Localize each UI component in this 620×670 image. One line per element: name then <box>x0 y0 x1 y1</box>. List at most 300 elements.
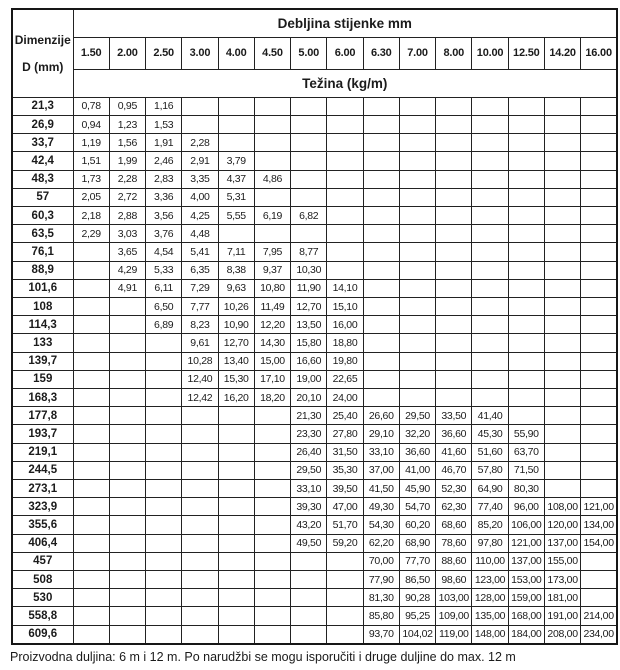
weight-cell <box>73 516 109 534</box>
dimension-cell: 406,4 <box>12 534 73 552</box>
weight-cell <box>544 279 580 297</box>
diameter-header-label: D (mm) <box>22 59 64 74</box>
weight-cell <box>218 97 254 115</box>
weight-cell: 31,50 <box>327 443 363 461</box>
weight-cell <box>291 625 327 644</box>
weight-cell <box>581 589 617 607</box>
weight-cell: 45,30 <box>472 425 508 443</box>
table-row <box>12 388 617 406</box>
table-row <box>12 261 617 279</box>
weight-cell: 90,28 <box>399 589 435 607</box>
weight-cell <box>436 152 472 170</box>
weight-cell <box>399 352 435 370</box>
weight-cell <box>254 115 290 133</box>
weight-cell <box>109 407 145 425</box>
weight-cell <box>327 152 363 170</box>
table-row <box>12 425 617 443</box>
dimension-cell: 76,1 <box>12 243 73 261</box>
weight-cell <box>581 97 617 115</box>
weight-cell: 17,10 <box>254 370 290 388</box>
weight-cell: 41,50 <box>363 479 399 497</box>
weight-cell <box>254 225 290 243</box>
weight-cell <box>146 370 182 388</box>
weight-cell: 1,53 <box>146 115 182 133</box>
weight-cell <box>182 443 218 461</box>
weight-cell <box>363 279 399 297</box>
weight-table-body <box>12 97 617 644</box>
weight-cell: 93,70 <box>363 625 399 644</box>
weight-cell: 3,03 <box>109 225 145 243</box>
dimension-cell: 33,7 <box>12 134 73 152</box>
weight-cell: 12,40 <box>182 370 218 388</box>
weight-cell <box>544 388 580 406</box>
weight-cell: 37,00 <box>363 461 399 479</box>
weight-cell: 6,19 <box>254 206 290 224</box>
weight-cell <box>508 261 544 279</box>
weight-cell <box>291 552 327 570</box>
weight-cell <box>544 316 580 334</box>
weight-cell <box>146 516 182 534</box>
weight-cell <box>146 334 182 352</box>
weight-cell <box>363 334 399 352</box>
weight-cell <box>436 316 472 334</box>
weight-cell <box>109 516 145 534</box>
weight-cell <box>254 461 290 479</box>
weight-cell <box>291 152 327 170</box>
weight-cell <box>544 407 580 425</box>
weight-cell <box>508 170 544 188</box>
weight-cell <box>544 443 580 461</box>
thickness-column-header: 3.00 <box>182 37 218 69</box>
weight-cell <box>73 625 109 644</box>
weight-cell <box>327 607 363 625</box>
weight-cell: 68,90 <box>399 534 435 552</box>
weight-cell <box>146 388 182 406</box>
weight-cell: 26,60 <box>363 407 399 425</box>
weight-cell: 154,00 <box>581 534 617 552</box>
weight-cell <box>327 97 363 115</box>
weight-cell <box>472 225 508 243</box>
weight-cell: 2,28 <box>109 170 145 188</box>
table-row <box>12 534 617 552</box>
weight-cell <box>581 261 617 279</box>
weight-cell <box>581 316 617 334</box>
weight-cell <box>73 388 109 406</box>
dimension-cell: 101,6 <box>12 279 73 297</box>
weight-cell: 18,20 <box>254 388 290 406</box>
dimension-cell: 219,1 <box>12 443 73 461</box>
dimension-cell: 139,7 <box>12 352 73 370</box>
weight-cell <box>581 552 617 570</box>
weight-cell <box>109 370 145 388</box>
weight-cell <box>363 388 399 406</box>
weight-cell <box>254 589 290 607</box>
weight-cell <box>544 352 580 370</box>
weight-cell <box>109 534 145 552</box>
weight-cell: 11,49 <box>254 297 290 315</box>
pipe-weight-table <box>11 8 618 645</box>
weight-cell: 2,83 <box>146 170 182 188</box>
weight-cell: 16,20 <box>218 388 254 406</box>
weight-cell <box>472 134 508 152</box>
weight-cell: 12,70 <box>291 297 327 315</box>
table-row <box>12 170 617 188</box>
weight-cell: 64,90 <box>472 479 508 497</box>
weight-cell: 18,80 <box>327 334 363 352</box>
weight-cell <box>109 479 145 497</box>
weight-cell <box>291 115 327 133</box>
production-length-note: Proizvodna duljina: 6 m i 12 m. Po narudžbi se mogu isporučiti i druge duljine do max. 12 m <box>10 650 516 664</box>
weight-cell <box>544 297 580 315</box>
weight-cell <box>327 625 363 644</box>
weight-cell <box>146 407 182 425</box>
weight-cell <box>109 316 145 334</box>
weight-cell: 121,00 <box>508 534 544 552</box>
weight-cell: 15,00 <box>254 352 290 370</box>
weight-cell <box>436 170 472 188</box>
weight-cell: 8,38 <box>218 261 254 279</box>
weight-cell: 3,76 <box>146 225 182 243</box>
weight-cell: 25,40 <box>327 407 363 425</box>
weight-cell <box>254 552 290 570</box>
thickness-column-header: 6.00 <box>327 37 363 69</box>
weight-cell <box>182 97 218 115</box>
dimension-cell: 609,6 <box>12 625 73 644</box>
weight-cell <box>581 461 617 479</box>
weight-cell <box>436 115 472 133</box>
weight-cell: 173,00 <box>544 570 580 588</box>
weight-cell <box>508 134 544 152</box>
weight-cell <box>218 516 254 534</box>
weight-cell: 2,28 <box>182 134 218 152</box>
weight-cell: 23,30 <box>291 425 327 443</box>
weight-cell: 121,00 <box>581 498 617 516</box>
weight-cell <box>436 97 472 115</box>
weight-cell: 49,30 <box>363 498 399 516</box>
weight-cell: 43,20 <box>291 516 327 534</box>
weight-cell: 1,56 <box>109 134 145 152</box>
dimension-cell: 273,1 <box>12 479 73 497</box>
weight-cell <box>73 607 109 625</box>
weight-cell: 8,77 <box>291 243 327 261</box>
weight-cell <box>436 206 472 224</box>
weight-cell <box>581 115 617 133</box>
weight-cell <box>399 297 435 315</box>
weight-cell <box>544 243 580 261</box>
weight-cell <box>472 334 508 352</box>
weight-cell <box>399 97 435 115</box>
weight-cell: 35,30 <box>327 461 363 479</box>
weight-cell: 97,80 <box>472 534 508 552</box>
weight-cell <box>544 479 580 497</box>
weight-cell: 15,80 <box>291 334 327 352</box>
weight-cell <box>109 589 145 607</box>
weight-cell <box>73 498 109 516</box>
weight-cell: 33,50 <box>436 407 472 425</box>
weight-cell <box>508 370 544 388</box>
weight-cell <box>109 388 145 406</box>
weight-cell: 134,00 <box>581 516 617 534</box>
weight-cell: 3,79 <box>218 152 254 170</box>
dimension-cell: 63,5 <box>12 225 73 243</box>
table-row <box>12 352 617 370</box>
table-row <box>12 152 617 170</box>
weight-cell: 191,00 <box>544 607 580 625</box>
weight-cell <box>182 479 218 497</box>
thickness-column-header: 2.50 <box>146 37 182 69</box>
weight-cell: 5,55 <box>218 206 254 224</box>
weight-cell: 109,00 <box>436 607 472 625</box>
weight-cell <box>218 225 254 243</box>
weight-cell: 45,90 <box>399 479 435 497</box>
weight-cell: 4,25 <box>182 206 218 224</box>
weight-cell: 6,50 <box>146 297 182 315</box>
weight-cell: 27,80 <box>327 425 363 443</box>
thickness-column-header: 4.50 <box>254 37 290 69</box>
weight-cell <box>508 97 544 115</box>
dimension-cell: 457 <box>12 552 73 570</box>
weight-cell: 1,51 <box>73 152 109 170</box>
weight-cell <box>254 134 290 152</box>
table-row <box>12 297 617 315</box>
weight-cell: 49,50 <box>291 534 327 552</box>
weight-cell: 29,50 <box>399 407 435 425</box>
dimension-cell: 42,4 <box>12 152 73 170</box>
weight-cell <box>109 552 145 570</box>
thickness-column-header: 1.50 <box>73 37 109 69</box>
weight-cell: 8,23 <box>182 316 218 334</box>
weight-cell: 26,40 <box>291 443 327 461</box>
weight-cell <box>218 570 254 588</box>
weight-cell: 85,20 <box>472 516 508 534</box>
weight-cell <box>544 115 580 133</box>
weight-cell <box>73 261 109 279</box>
dimensions-header-label: Dimenzije <box>14 32 71 47</box>
weight-cell: 2,88 <box>109 206 145 224</box>
weight-cell <box>472 206 508 224</box>
weight-cell <box>254 443 290 461</box>
weight-cell <box>436 188 472 206</box>
weight-cell <box>399 243 435 261</box>
weight-cell: 4,37 <box>218 170 254 188</box>
weight-cell: 123,00 <box>472 570 508 588</box>
weight-cell <box>109 443 145 461</box>
weight-cell <box>73 534 109 552</box>
weight-cell: 52,30 <box>436 479 472 497</box>
weight-cell <box>146 443 182 461</box>
weight-cell <box>73 352 109 370</box>
weight-cell <box>218 407 254 425</box>
weight-cell: 3,65 <box>109 243 145 261</box>
weight-cell <box>182 516 218 534</box>
weight-cell: 11,90 <box>291 279 327 297</box>
weight-cell <box>109 607 145 625</box>
weight-cell <box>472 261 508 279</box>
weight-cell <box>218 443 254 461</box>
weight-cell <box>544 370 580 388</box>
weight-cell <box>327 570 363 588</box>
weight-cell <box>508 188 544 206</box>
weight-cell <box>73 297 109 315</box>
weight-cell <box>581 188 617 206</box>
weight-cell: 46,70 <box>436 461 472 479</box>
weight-cell <box>291 589 327 607</box>
weight-cell: 106,00 <box>508 516 544 534</box>
weight-cell: 77,40 <box>472 498 508 516</box>
weight-cell <box>544 425 580 443</box>
wall-thickness-group-header: Debljina stijenke mm <box>73 9 617 37</box>
weight-cell <box>327 261 363 279</box>
weight-cell <box>472 170 508 188</box>
dimension-cell: 133 <box>12 334 73 352</box>
weight-cell: 98,60 <box>436 570 472 588</box>
weight-cell: 137,00 <box>508 552 544 570</box>
weight-cell <box>363 370 399 388</box>
weight-cell: 4,48 <box>182 225 218 243</box>
weight-cell <box>581 279 617 297</box>
dimension-cell: 530 <box>12 589 73 607</box>
weight-cell <box>146 552 182 570</box>
table-row <box>12 134 617 152</box>
weight-cell: 2,91 <box>182 152 218 170</box>
thickness-column-header: 12.50 <box>508 37 544 69</box>
weight-cell <box>109 352 145 370</box>
table-row <box>12 516 617 534</box>
weight-cell: 59,20 <box>327 534 363 552</box>
weight-cell: 54,30 <box>363 516 399 534</box>
weight-cell: 16,60 <box>291 352 327 370</box>
table-row <box>12 370 617 388</box>
table-row <box>12 625 617 644</box>
dimension-cell: 323,9 <box>12 498 73 516</box>
thickness-column-header: 4.00 <box>218 37 254 69</box>
weight-cell: 13,40 <box>218 352 254 370</box>
weight-cell <box>436 243 472 261</box>
dimension-cell: 244,5 <box>12 461 73 479</box>
weight-cell: 4,54 <box>146 243 182 261</box>
weight-cell <box>581 443 617 461</box>
weight-cell <box>254 607 290 625</box>
weight-cell <box>508 225 544 243</box>
weight-cell <box>544 225 580 243</box>
weight-cell <box>581 352 617 370</box>
weight-cell <box>182 534 218 552</box>
weight-cell <box>109 461 145 479</box>
weight-cell <box>291 188 327 206</box>
weight-cell: 108,00 <box>544 498 580 516</box>
weight-cell: 70,00 <box>363 552 399 570</box>
weight-cell: 12,70 <box>218 334 254 352</box>
weight-cell <box>508 152 544 170</box>
weight-cell: 77,70 <box>399 552 435 570</box>
weight-cell <box>399 261 435 279</box>
weight-cell: 15,10 <box>327 297 363 315</box>
weight-cell <box>182 552 218 570</box>
weight-cell <box>146 425 182 443</box>
weight-cell: 10,28 <box>182 352 218 370</box>
weight-cell <box>327 188 363 206</box>
weight-cell <box>218 625 254 644</box>
weight-cell <box>254 479 290 497</box>
weight-cell <box>436 352 472 370</box>
weight-cell <box>218 115 254 133</box>
weight-cell <box>363 115 399 133</box>
weight-cell: 7,11 <box>218 243 254 261</box>
weight-cell: 2,05 <box>73 188 109 206</box>
weight-cell <box>544 261 580 279</box>
weight-cell <box>399 115 435 133</box>
weight-cell: 6,11 <box>146 279 182 297</box>
weight-cell: 1,23 <box>109 115 145 133</box>
weight-cell <box>363 261 399 279</box>
weight-cell: 6,89 <box>146 316 182 334</box>
weight-cell <box>472 152 508 170</box>
weight-cell <box>436 370 472 388</box>
weight-cell <box>73 407 109 425</box>
weight-cell: 33,10 <box>363 443 399 461</box>
weight-cell <box>581 152 617 170</box>
table-row <box>12 443 617 461</box>
weight-cell: 39,50 <box>327 479 363 497</box>
weight-cell <box>146 534 182 552</box>
weight-cell <box>327 589 363 607</box>
weight-cell: 234,00 <box>581 625 617 644</box>
weight-cell: 51,70 <box>327 516 363 534</box>
weight-cell: 2,72 <box>109 188 145 206</box>
table-row <box>12 334 617 352</box>
weight-cell: 41,40 <box>472 407 508 425</box>
weight-cell <box>508 352 544 370</box>
weight-cell <box>399 134 435 152</box>
weight-cell: 4,00 <box>182 188 218 206</box>
weight-cell <box>146 607 182 625</box>
weight-cell: 184,00 <box>508 625 544 644</box>
weight-cell <box>73 552 109 570</box>
weight-cell <box>508 297 544 315</box>
weight-cell: 86,50 <box>399 570 435 588</box>
weight-cell <box>73 461 109 479</box>
weight-cell: 6,82 <box>291 206 327 224</box>
dimension-cell: 177,8 <box>12 407 73 425</box>
thickness-column-header: 10.00 <box>472 37 508 69</box>
weight-cell <box>146 461 182 479</box>
dimensions-corner-cell <box>12 9 73 97</box>
weight-cell <box>363 206 399 224</box>
weight-cell: 47,00 <box>327 498 363 516</box>
weight-cell <box>581 570 617 588</box>
weight-cell <box>218 134 254 152</box>
weight-cell: 135,00 <box>472 607 508 625</box>
weight-cell <box>146 589 182 607</box>
weight-cell: 128,00 <box>472 589 508 607</box>
weight-unit-header-row <box>12 69 617 97</box>
weight-cell: 1,73 <box>73 170 109 188</box>
weight-cell <box>254 152 290 170</box>
weight-cell <box>436 225 472 243</box>
weight-cell <box>436 297 472 315</box>
weight-cell: 7,77 <box>182 297 218 315</box>
weight-cell <box>182 570 218 588</box>
weight-cell: 4,29 <box>109 261 145 279</box>
weight-cell <box>109 625 145 644</box>
table-row <box>12 115 617 133</box>
weight-cell <box>508 115 544 133</box>
weight-cell <box>581 243 617 261</box>
weight-cell <box>399 388 435 406</box>
weight-cell <box>508 206 544 224</box>
weight-cell <box>254 570 290 588</box>
weight-cell <box>399 316 435 334</box>
